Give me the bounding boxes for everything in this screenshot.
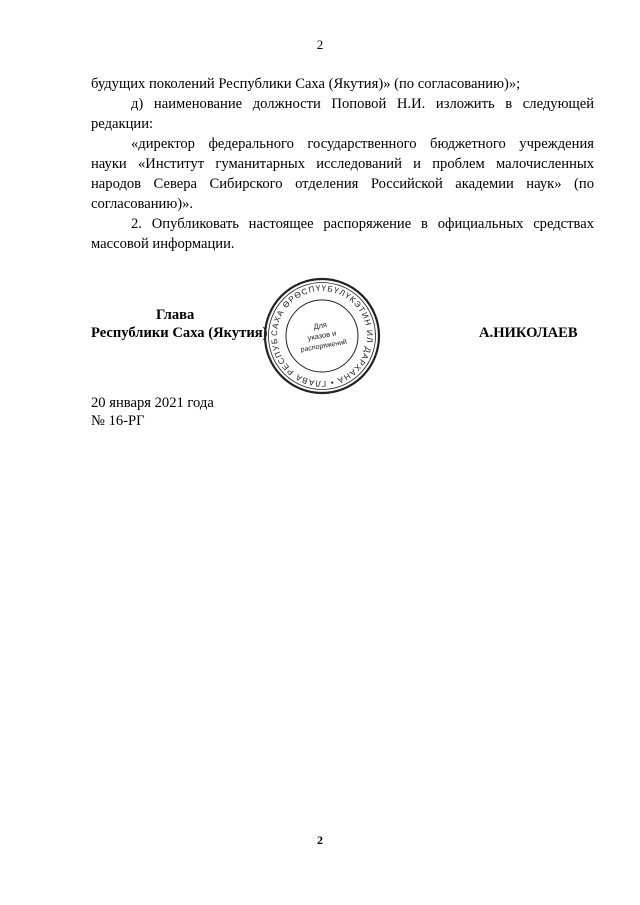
document-body [91, 74, 594, 254]
paragraph-4: 2. Опубликовать настоящее распоряжение в официальных средствах массовой информации. [91, 216, 594, 252]
signatory-name: А.НИКОЛАЕВ [479, 325, 578, 341]
seal-ring-text: САХА ӨРӨСПҮҮБҮЛҮКЭТИН ИЛ ДАРХАНА • ГЛАВА РЕСПУБ [269, 283, 375, 389]
seal-center-line2: указов и [306, 328, 338, 343]
paragraph-1: будущих поколений Республики Саха (Якутия)» (по согласованию)»; [91, 76, 521, 92]
paragraph-3: «директор федерального государственного бюджетного учреждения науки «Институт гуманитарных исследований и проблем малочисленных народов Севера Сибирского отделения Российской академии наук» (по согласованию)». [91, 136, 594, 212]
seal-center-line3: распоряжений [300, 338, 348, 354]
seal-center-line1: Для [312, 320, 328, 332]
document-date: 20 января 2021 года [91, 395, 214, 411]
paragraph-2: д) наименование должности Поповой Н.И. изложить в следующей редакции: [91, 96, 594, 132]
official-seal [262, 276, 382, 396]
document-number: № 16-РГ [91, 413, 145, 429]
page-number-top: 2 [316, 37, 324, 52]
signature-title-line1: Глава [156, 307, 195, 323]
page-number-bottom: 2 [317, 833, 323, 847]
signature-title-line2: Республики Саха (Якутия) [91, 325, 268, 341]
